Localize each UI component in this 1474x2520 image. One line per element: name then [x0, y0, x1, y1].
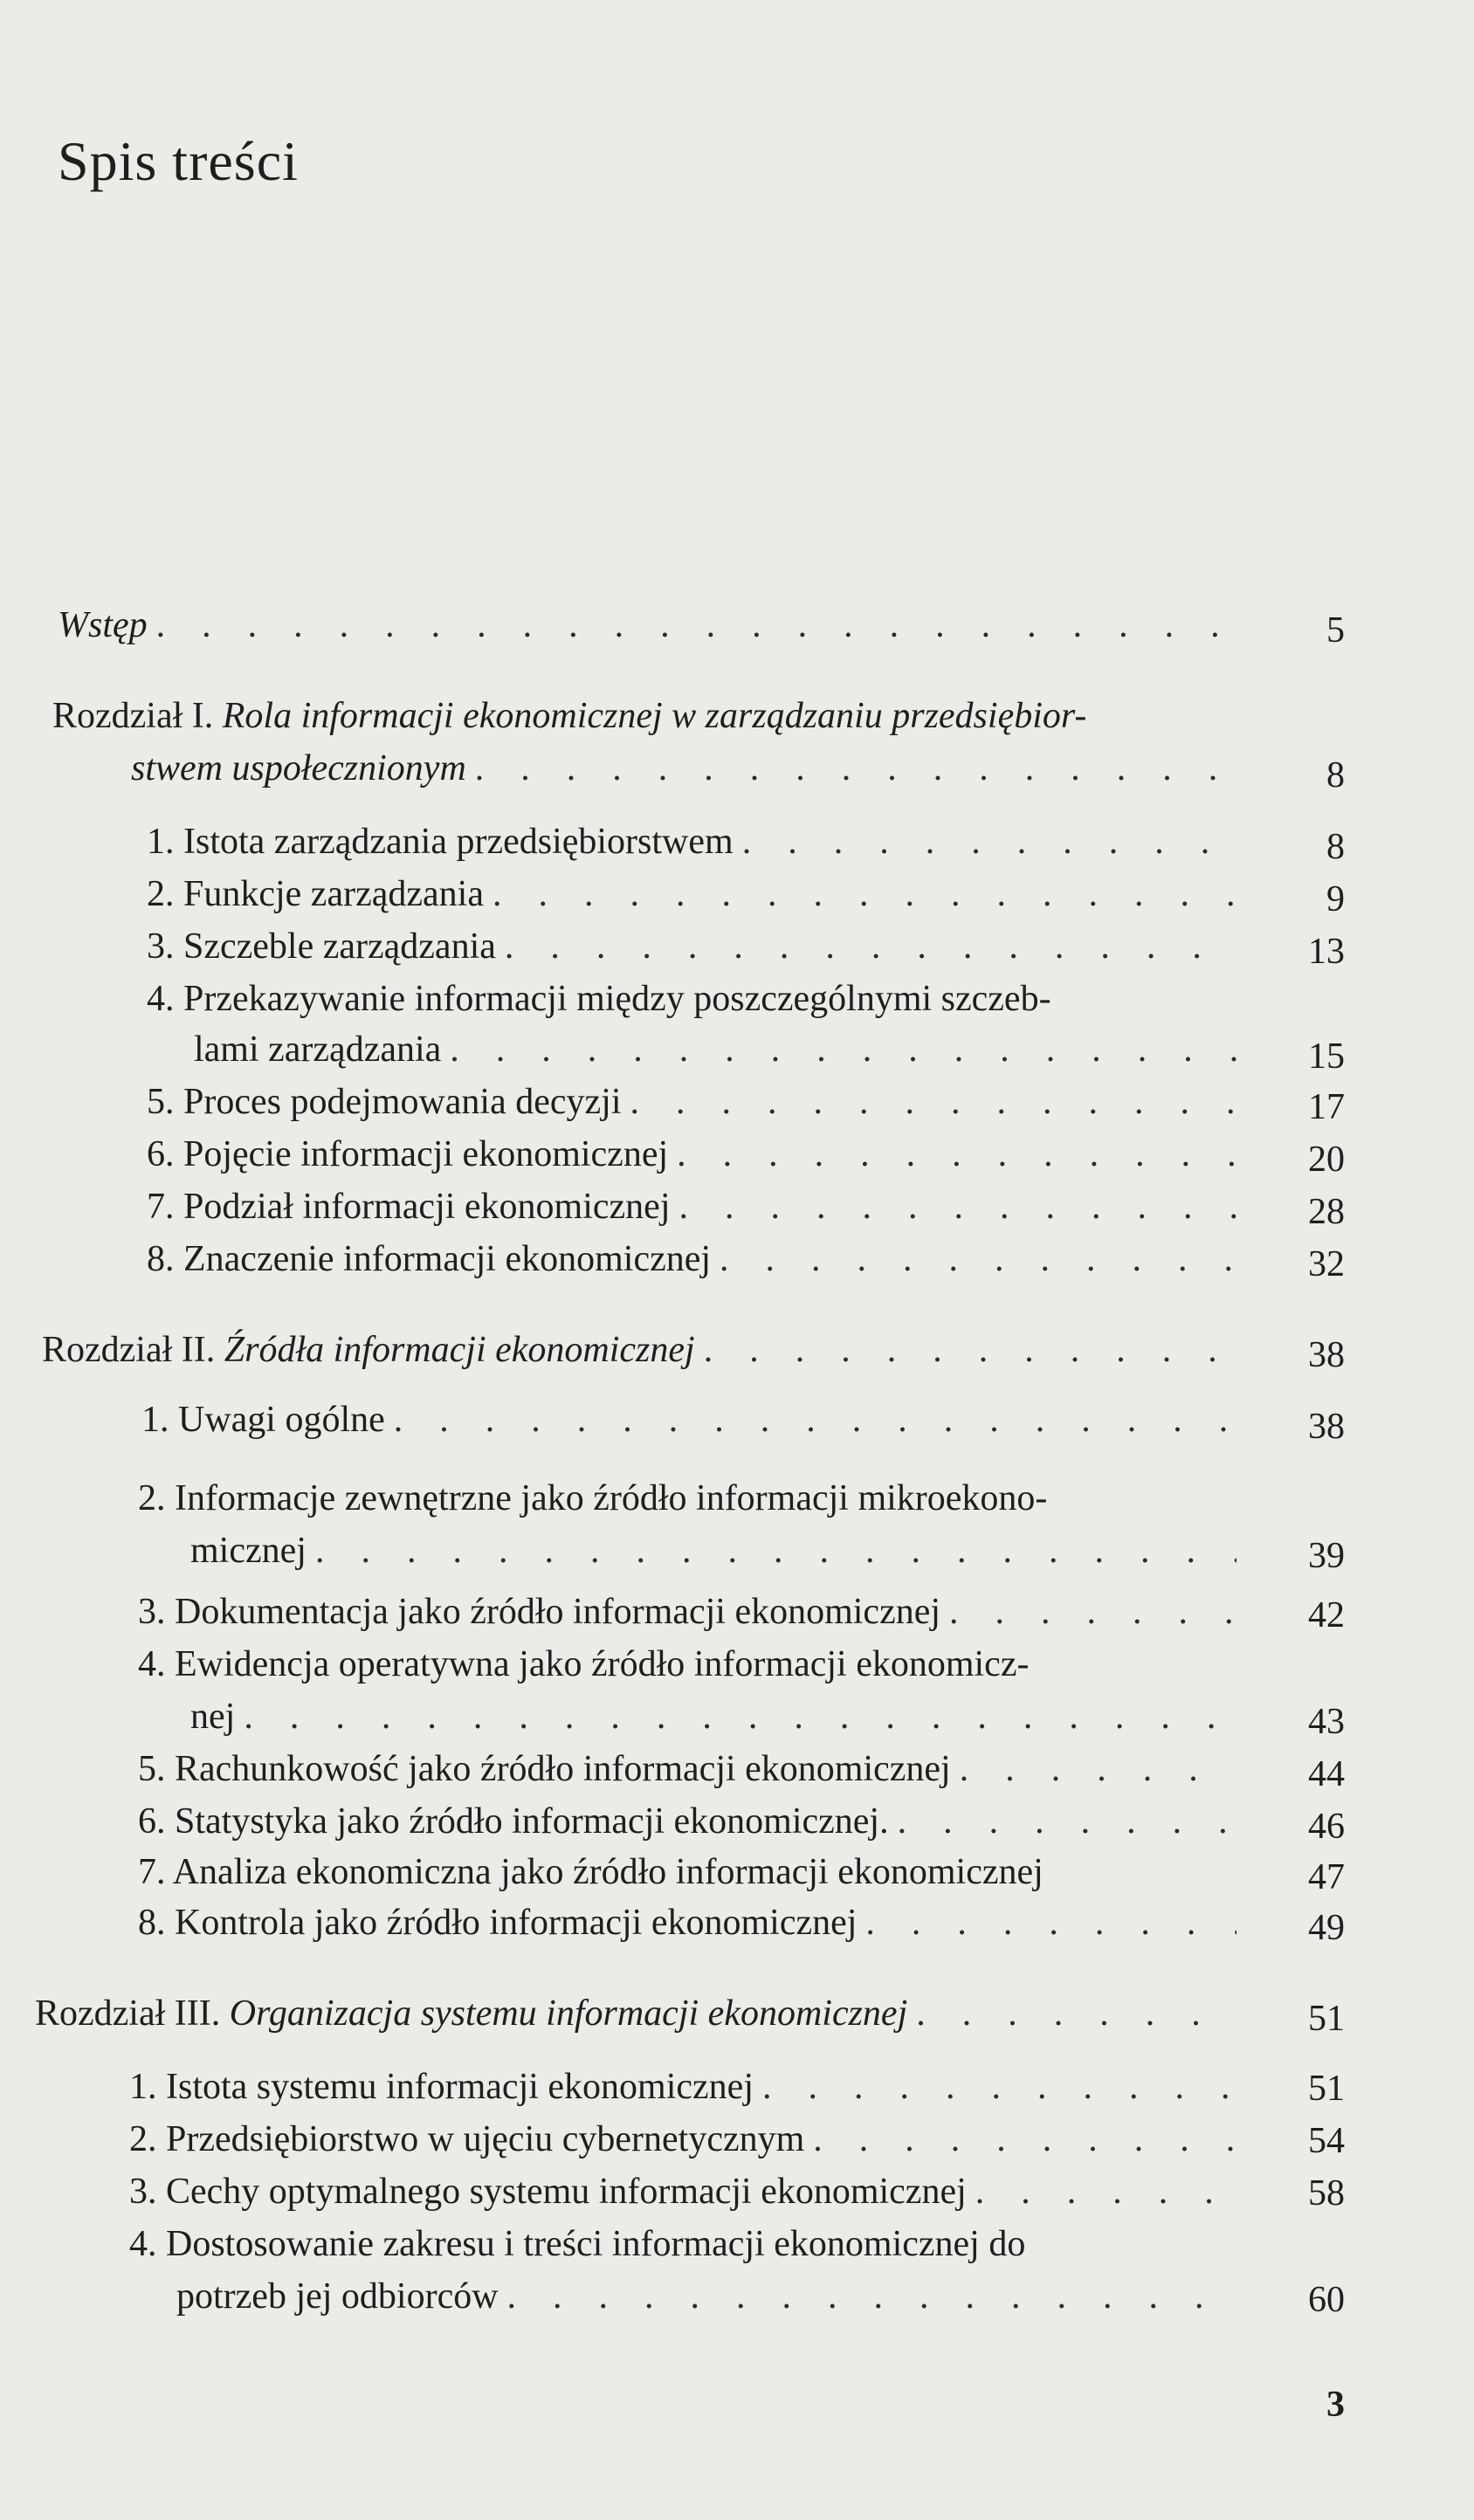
- toc-section-1-5[interactable]: [147, 1076, 1236, 1128]
- toc-section-2-1[interactable]: [141, 1394, 1236, 1446]
- section-label: 1. Uwagi ogólne: [141, 1400, 385, 1440]
- section-label: 8. Kontrola jako źródło informacji ekonomicznej: [138, 1903, 858, 1943]
- section-label-cont: nej: [190, 1697, 236, 1737]
- toc-section-2-4-line-1[interactable]: [138, 1638, 1238, 1690]
- leader-dots: [762, 2061, 1236, 2113]
- toc-section-3-2[interactable]: [129, 2113, 1236, 2165]
- page-number: 49: [1308, 1908, 1345, 1948]
- intro-label: Wstęp: [58, 605, 148, 645]
- page-number: 13: [1308, 932, 1345, 972]
- leader-dots: [949, 1586, 1236, 1638]
- leader-dots: [505, 920, 1236, 973]
- section-label-cont: micznej: [190, 1531, 307, 1571]
- section-label: 3. Cechy optymalnego systemu informacji ekonomicznej: [129, 2172, 967, 2212]
- section-label: 5. Rachunkowość jako źródło informacji ekonomicznej: [138, 1749, 951, 1789]
- page-number: 44: [1308, 1754, 1345, 1794]
- section-label: 7. Podział informacji ekonomicznej: [147, 1187, 671, 1227]
- toc-section-2-4-line-2[interactable]: [190, 1690, 1236, 1743]
- page-title: Spis treści: [58, 130, 299, 192]
- toc-section-1-6[interactable]: [147, 1128, 1236, 1181]
- page-number: 20: [1308, 1140, 1345, 1180]
- toc-section-3-4-line-1[interactable]: [129, 2218, 1264, 2270]
- toc-section-1-2[interactable]: [147, 868, 1236, 920]
- toc-chapter-2[interactable]: [42, 1324, 1236, 1376]
- section-label: 3. Dokumentacja jako źródło informacji ekonomicznej: [138, 1592, 941, 1632]
- section-label: 4. Przekazywanie informacji między poszczególnymi szczeb-: [147, 979, 1051, 1019]
- toc-section-2-6[interactable]: [138, 1795, 1236, 1848]
- chapter-title: Źródła informacji ekonomicznej: [224, 1330, 695, 1370]
- section-label: 1. Istota zarządzania przedsiębiorstwem: [147, 822, 734, 862]
- leader-dots: [898, 1795, 1236, 1848]
- page-number: 58: [1308, 2173, 1345, 2214]
- leader-dots: [865, 1897, 1236, 1949]
- section-label: 7. Analiza ekonomiczna jako źródło informacji ekonomicznej: [138, 1852, 1044, 1892]
- leader-dots: [720, 1233, 1236, 1285]
- chapter-prefix: Rozdział II.: [42, 1330, 216, 1370]
- section-label: 3. Szczeble zarządzania: [147, 926, 496, 967]
- section-label: 2. Funkcje zarządzania: [147, 874, 484, 914]
- leader-dots: [916, 1987, 1236, 2040]
- page-number: 32: [1308, 1244, 1345, 1284]
- page-folio: 3: [1326, 2385, 1345, 2425]
- page-number: 5: [1326, 610, 1345, 651]
- chapter-title-cont: stwem uspołecznionym: [131, 748, 466, 788]
- page-number: 46: [1308, 1807, 1345, 1847]
- leader-dots: [475, 742, 1236, 795]
- toc-section-3-4-line-2[interactable]: [176, 2270, 1236, 2323]
- toc-section-2-8[interactable]: [138, 1897, 1236, 1949]
- toc-section-1-7[interactable]: [147, 1181, 1236, 1233]
- page-number: 17: [1308, 1087, 1345, 1127]
- page-number: 43: [1308, 1702, 1345, 1742]
- section-label: 5. Proces podejmowania decyzji: [147, 1082, 622, 1122]
- leader-dots: [704, 1324, 1236, 1376]
- chapter-title: Organizacja systemu informacji ekonomicznej: [229, 1993, 908, 2034]
- leader-dots: [492, 868, 1236, 920]
- toc-section-2-5[interactable]: [138, 1743, 1236, 1795]
- section-label: 6. Pojęcie informacji ekonomicznej: [147, 1134, 669, 1174]
- section-label-cont: lami zarządzania: [194, 1029, 442, 1070]
- toc-section-1-4-line-2[interactable]: [194, 1023, 1236, 1076]
- section-label: 2. Przedsiębiorstwo w ujęciu cybernetycznym: [129, 2119, 805, 2159]
- leader-dots: [813, 2113, 1236, 2165]
- leader-dots: [678, 1181, 1236, 1233]
- section-label: 2. Informacje zewnętrzne jako źródło informacji mikroekono-: [138, 1478, 1048, 1518]
- toc-section-3-3[interactable]: [129, 2165, 1236, 2218]
- section-label-cont: potrzeb jej odbiorców: [176, 2276, 499, 2317]
- page-number: 8: [1326, 755, 1345, 795]
- toc-section-1-8[interactable]: [147, 1233, 1236, 1285]
- leader-dots: [975, 2165, 1236, 2218]
- page-number: 9: [1326, 879, 1345, 919]
- page-number: 60: [1308, 2280, 1345, 2320]
- leader-dots: [630, 1076, 1237, 1128]
- toc-chapter-1-line-1[interactable]: [52, 690, 1275, 742]
- page-number: 38: [1308, 1407, 1345, 1447]
- page-number: 42: [1308, 1595, 1345, 1635]
- toc-section-3-1[interactable]: [129, 2061, 1236, 2113]
- toc-section-1-1[interactable]: [147, 816, 1236, 868]
- leader-dots: [450, 1023, 1236, 1076]
- page-number: 39: [1308, 1536, 1345, 1576]
- page-number: 47: [1308, 1857, 1345, 1897]
- page-number: 15: [1308, 1036, 1345, 1077]
- leader-dots: [394, 1394, 1236, 1446]
- toc-chapter-1-line-2[interactable]: [131, 742, 1236, 795]
- toc-section-1-4-line-1[interactable]: [147, 973, 1247, 1025]
- leader-dots: [960, 1743, 1236, 1795]
- page-number: 8: [1326, 827, 1345, 867]
- toc-section-2-2-line-1[interactable]: [138, 1472, 1238, 1525]
- leader-dots: [677, 1128, 1236, 1181]
- toc-chapter-3[interactable]: [35, 1987, 1236, 2040]
- chapter-prefix: Rozdział III.: [35, 1993, 221, 2034]
- toc-entry-intro[interactable]: [58, 599, 1236, 651]
- leader-dots: [244, 1690, 1236, 1743]
- leader-dots: [742, 816, 1236, 868]
- section-label: 4. Dostosowanie zakresu i treści informacji ekonomicznej do: [129, 2224, 1026, 2264]
- chapter-title: Rola informacji ekonomicznej w zarządzaniu przedsiębior-: [222, 696, 1087, 736]
- section-label: 6. Statystyka jako źródło informacji ekonomicznej.: [138, 1801, 889, 1842]
- page-number: 54: [1308, 2121, 1345, 2161]
- toc-section-2-7[interactable]: [138, 1846, 1240, 1898]
- page-number: 51: [1308, 1999, 1345, 2039]
- page-number: 38: [1308, 1335, 1345, 1375]
- section-label: 8. Znaczenie informacji ekonomicznej: [147, 1239, 712, 1279]
- toc-section-2-3[interactable]: [138, 1586, 1236, 1638]
- page-number: 51: [1308, 2069, 1345, 2109]
- section-label: 4. Ewidencja operatywna jako źródło informacji ekonomicz-: [138, 1644, 1030, 1684]
- leader-dots: [507, 2270, 1236, 2323]
- chapter-prefix: Rozdział I.: [52, 696, 214, 736]
- toc-section-1-3[interactable]: [147, 920, 1236, 973]
- leader-dots: [315, 1525, 1236, 1577]
- toc-section-2-2-line-2[interactable]: [190, 1525, 1236, 1577]
- page-number: 28: [1308, 1192, 1345, 1232]
- section-label: 1. Istota systemu informacji ekonomicznej: [129, 2067, 754, 2107]
- leader-dots: [156, 599, 1236, 651]
